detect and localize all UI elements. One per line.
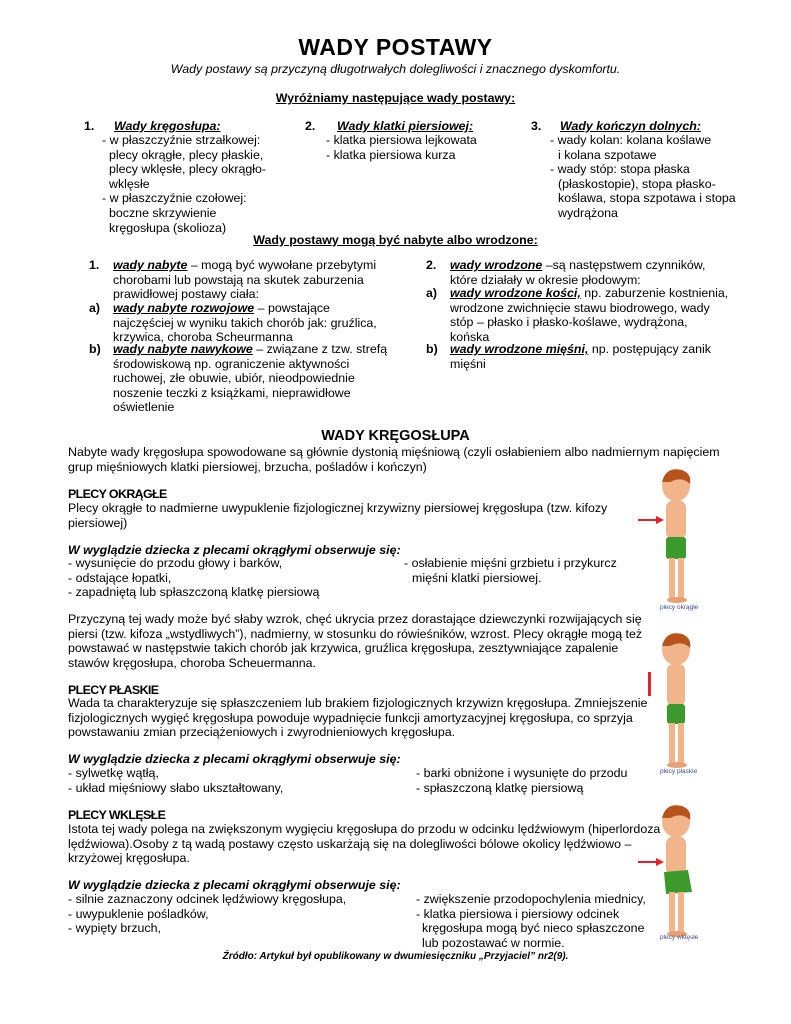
flat-back-caption: plecy płaskie <box>660 768 698 775</box>
acquired-b-text: wady nabyte nawykowe – związane z tzw. strefą środowiskową np. ograniczenie aktywności ruchowej, złe obuwie, ubiór, nieodpowiednie noszenie teczki z książkami, nieprawidłowe oświetlenie <box>113 342 388 415</box>
arrow-head <box>656 516 664 524</box>
figure-shorts <box>664 870 692 894</box>
spine-heading: WADY KRĘGOSŁUPA <box>321 428 470 444</box>
acquired-text: wady nabyte – mogą być wywołane przebytymi chorobami lub powstają na skutek zaburzenia prawidłowej postawy ciała: <box>113 258 377 302</box>
sway-back-caption: plecy wklęsłe <box>660 934 699 941</box>
flat-back-figure <box>636 626 706 776</box>
flat-back-signs-left: - sylwetkę wątłą, - układ mięśniowy słabo ukształtowany, <box>68 766 284 795</box>
figure-torso <box>666 836 686 876</box>
column-3-heading: Wady kończyn dolnych: <box>560 119 701 133</box>
round-back-signs-right: - osłabienie mięśni grzbietu i przykurcz mięśni klatki piersiowej. <box>404 556 617 585</box>
intro-heading: Wyróżniamy następujące wady postawy: <box>275 91 516 105</box>
round-back-heading: PLECY OKRĄGŁE <box>68 487 167 501</box>
acquired-heading: Wady postawy mogą być nabyte albo wrodzone: <box>253 233 538 247</box>
acquired-a-text: wady nabyte rozwojowe – powstające najczęściej w wyniku takich chorób jak: gruźlica, krzywica, choroba Scheurmanna <box>113 301 377 345</box>
round-back-figure <box>636 462 706 612</box>
round-back-causes: Przyczyną tej wady może być słaby wzrok, chęć ukrycia przez dorastające dziewczynki rozwijających się piersi (tzw. kifoza „wstydliwych”), nadmierny, w stosunku do rówieśników, wzrost. Plecy okrągłe mogą też powstawać w następstwie takich chorób jak krzywica, gruźlica kręgosłupa, zesztywniające zapalenie stawów kręgosłupa, choroba Scheuermanna. <box>68 612 643 670</box>
sway-back-figure <box>636 800 706 950</box>
sway-back-observe-label: W wyglądzie dziecka z plecami okrągłymi obserwuje się: <box>68 878 401 892</box>
page-title: WADY POSTAWY <box>298 34 493 60</box>
congenital-a-label: a) <box>426 286 438 300</box>
congenital-a-text: wady wrodzone kości, np. zaburzenie kostnienia, wrodzone zwichnięcie stawu biodrowego, wady stóp – płasko i płasko-koślawe, wydrążona, końska <box>450 286 729 344</box>
figure-leg <box>669 892 675 932</box>
column-2-heading: Wady klatki piersiowej: <box>337 119 474 133</box>
flat-back-description: Wada ta charakteryzuje się spłaszczeniem lub brakiem fizjologicznych krzywizn kręgosłupa. Zmniejszenie fizjologicznych wygięć kręgosłupa powoduje wypadnięcie funkcji amortyzacyjnej kręgosłupa, co sprzyja powstawaniu zmian przeciążeniowych i zwyrodnieniowych kręgosłupa. <box>68 696 648 740</box>
source-note: Źródło: Artykuł był opublikowany w dwumiesięczniku „Przyjaciel” nr2(9). <box>222 951 569 962</box>
acquired-number: 1. <box>89 258 100 272</box>
sway-back-signs-right: - zwiększenie przodopochylenia miednicy, - klatka piersiowa i piersiowy odcinek kręgosłupa mogą być nieco spłaszczone lub pozostawać w normie. <box>416 892 646 950</box>
figure-leg <box>678 558 684 598</box>
sway-back-heading: PLECY WKLĘSŁE <box>68 808 166 822</box>
acquired-a-label: a) <box>89 301 101 315</box>
sway-back-signs-left: - silnie zaznaczony odcinek lędźwiowy kręgosłupa, - uwypuklenie pośladków, - wypięty brzuch, <box>68 892 347 936</box>
figure-leg <box>678 723 684 763</box>
figure-leg <box>669 558 675 598</box>
figure-leg <box>678 892 684 932</box>
column-3-number: 3. <box>531 119 542 133</box>
figure-leg <box>669 723 675 763</box>
column-1-heading: Wady kręgosłupa: <box>114 119 221 133</box>
round-back-observe-label: W wyglądzie dziecka z plecami okrągłymi obserwuje się: <box>68 543 401 557</box>
column-1-number: 1. <box>84 119 95 133</box>
round-back-caption: plecy okrągłe <box>660 604 699 611</box>
column-2-number: 2. <box>305 119 316 133</box>
flat-back-signs-right: - barki obniżone i wysunięte do przodu - spłaszczoną klatkę piersiową <box>416 766 628 795</box>
figure-torso <box>666 500 686 540</box>
figure-foot <box>667 597 687 603</box>
congenital-b-text: wady wrodzone mięśni, np. postępujący zanik mięśni <box>450 342 712 371</box>
column-1-list: - w płaszczyźnie strzałkowej: plecy okrągłe, plecy płaskie, plecy wklęsłe, plecy okrągło- wklęsłe - w płaszczyźnie czołowej: boczne skrzywienie kręgosłupa (skolioza) <box>102 133 267 235</box>
flat-back-observe-label: W wyglądzie dziecka z plecami okrągłymi obserwuje się: <box>68 752 401 766</box>
acquired-b-label: b) <box>89 342 101 356</box>
figure-torso <box>667 664 685 706</box>
congenital-text: wady wrodzone –są następstwem czynników, które działały w okresie płodowym: <box>450 258 706 287</box>
flat-marker <box>648 672 651 696</box>
column-3-list: - wady kolan: kolana koślawe i kolana szpotawe - wady stóp: stopa płaska (płaskostopie), stopa płasko- koślawa, stopa szpotawa i stopa wydrążona <box>550 133 736 220</box>
figure-shorts <box>667 704 685 724</box>
figure-shorts <box>666 537 686 559</box>
round-back-description: Plecy okrągłe to nadmierne uwypuklenie fizjologicznej krzywizny piersiowej kręgosłupa (tzw. kifozy piersiowej) <box>68 501 608 530</box>
spine-intro: Nabyte wady kręgosłupa spowodowane są głównie dystonią mięśniową (czyli osłabieniem albo nadmiernym napięciem grup mięśniowych klatki piersiowej, brzucha, pośladów i kończyn) <box>68 445 720 474</box>
sway-back-description: Istota tej wady polega na zwiększonym wygięciu kręgosłupa do przodu w odcinku lędźwiowym (hiperlordoza lędźwiowa).Osoby z tą wadą postawy często uskarżają się na dolegliwości bólowe okolicy lędźwiowo – krzyżowej kręgosłupa. <box>68 822 661 866</box>
congenital-number: 2. <box>426 258 437 272</box>
arrow-head <box>656 858 664 866</box>
round-back-signs-left: - wysunięcie do przodu głowy i barków, - odstające łopatki, - zapadniętą lub spłaszczoną klatkę piersiową <box>68 556 320 600</box>
subtitle: Wady postawy są przyczyną długotrwałych dolegliwości i znacznego dyskomfortu. <box>170 62 621 76</box>
flat-back-heading: PLECY PŁASKIE <box>68 683 159 697</box>
congenital-b-label: b) <box>426 342 438 356</box>
column-2-list: - klatka piersiowa lejkowata - klatka piersiowa kurza <box>326 133 477 162</box>
